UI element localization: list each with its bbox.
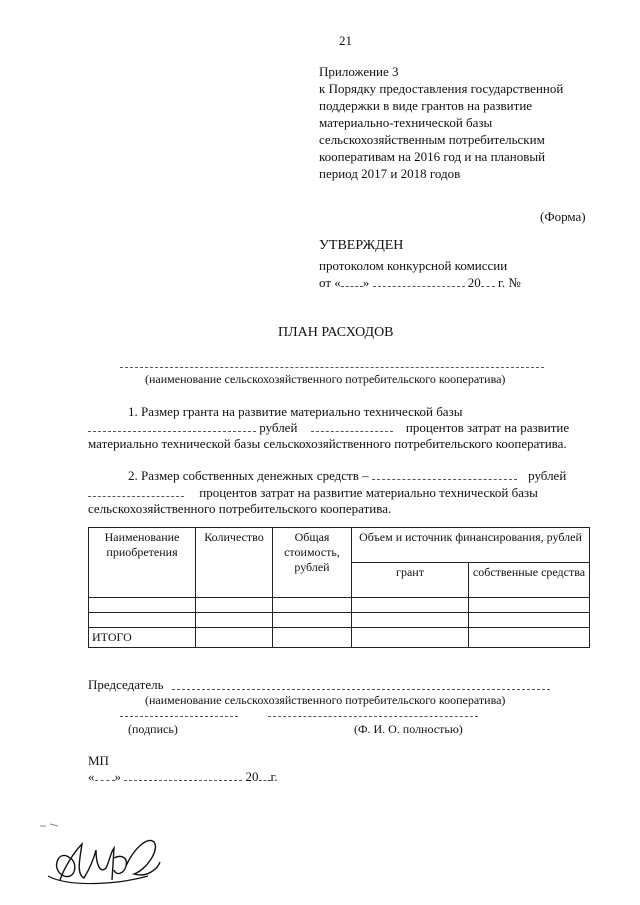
item2-percent: процентов затрат на развитие материально технической базы — [199, 485, 538, 500]
form-label: (Форма) — [540, 209, 586, 224]
chairman-caption: (наименование сельскохозяйственного потребительского кооператива) — [145, 693, 506, 707]
table-header-row — [89, 528, 590, 563]
approval-line2 — [319, 275, 521, 291]
appendix-line: Приложение 3 — [319, 64, 399, 79]
plan-title: ПЛАН РАСХОДОВ — [278, 325, 394, 340]
signature-line — [120, 716, 238, 717]
header-cost: Общая стоимость, рублей — [273, 528, 352, 598]
item2-rest: сельскохозяйственного потребительского кооператива. — [88, 501, 392, 516]
approval-title: УТВЕРЖДЕН — [319, 238, 404, 253]
appendix-line: период 2017 и 2018 годов — [319, 166, 461, 181]
item2-first-line — [128, 468, 566, 484]
fio-caption: (Ф. И. О. полностью) — [354, 722, 463, 736]
signature-caption: (подпись) — [128, 722, 178, 736]
fio-line — [268, 716, 478, 717]
item1-rest: материально технической базы сельскохозяйственного потребительского кооператива. — [88, 436, 567, 451]
approval-year: 20 — [467, 275, 481, 290]
total-label: ИТОГО — [89, 628, 196, 648]
header-funding: Объем и источник финансирования, рублей — [352, 528, 590, 563]
item1-percent: процентов затрат на развитие — [405, 420, 570, 435]
page-number: 21 — [339, 33, 352, 48]
coop-name-line — [120, 367, 544, 368]
item2-rub: рублей — [528, 468, 567, 483]
appendix-line: материально-технической базы — [319, 115, 493, 130]
mp-label: МП — [88, 753, 109, 768]
table-row — [89, 598, 590, 613]
appendix-line: кооперативам на 2016 год и на плановый — [319, 149, 546, 164]
item2-first: 2. Размер собственных денежных средств – — [128, 468, 369, 483]
approval-suffix: г. № — [498, 275, 521, 290]
item2-second-line — [88, 485, 538, 501]
expense-table — [88, 527, 590, 648]
date-quote-open: « — [88, 769, 95, 784]
coop-caption: (наименование сельскохозяйственного потребительского кооператива) — [145, 372, 506, 386]
header-own-funds: собственные средства — [469, 563, 590, 598]
appendix-block — [319, 63, 563, 182]
table-total-row — [89, 628, 590, 648]
date-quote-close: » — [114, 769, 121, 784]
approval-quote-close: » — [362, 275, 370, 290]
header-quantity: Количество — [196, 528, 273, 598]
appendix-line: поддержки в виде грантов на развитие — [319, 98, 533, 113]
chairman-line — [172, 689, 550, 690]
approval-line1: протоколом конкурсной комиссии — [319, 258, 508, 273]
header-grant: грант — [352, 563, 469, 598]
approval-quote-open: от « — [319, 275, 341, 290]
chairman-label: Председатель — [88, 677, 164, 692]
date-line — [88, 769, 278, 785]
appendix-line: сельскохозяйственным потребительским — [319, 132, 545, 147]
appendix-line: к Порядку предоставления государственной — [319, 81, 564, 96]
header-name: Наименование приобретения — [89, 528, 196, 598]
handwritten-signature — [30, 818, 170, 898]
item1-rub: рублей — [259, 420, 298, 435]
date-year: 20 — [245, 769, 259, 784]
table-row — [89, 613, 590, 628]
item1-second-line — [88, 420, 569, 436]
date-suffix: г. — [270, 769, 278, 784]
item1-first-line: 1. Размер гранта на развитие материально технической базы — [128, 404, 463, 419]
